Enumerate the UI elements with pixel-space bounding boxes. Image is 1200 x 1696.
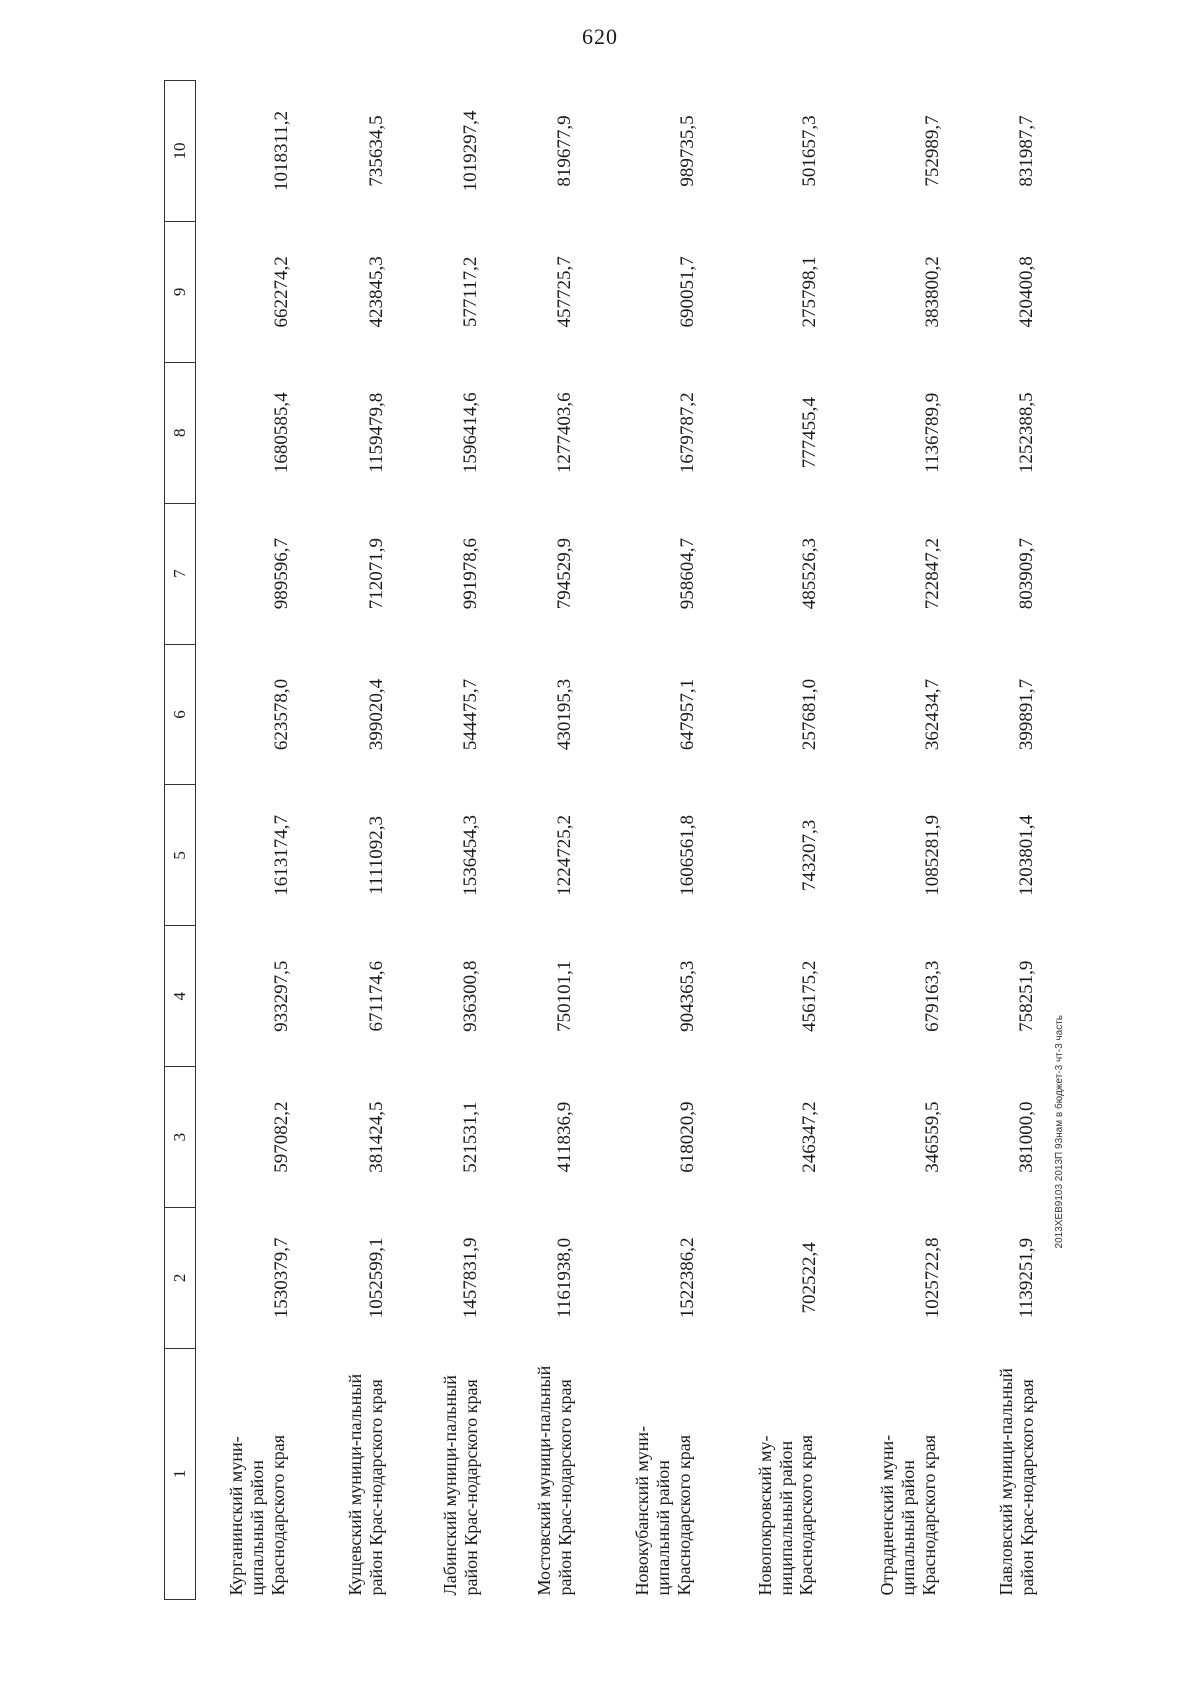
value-cell: 257681,0 [799, 678, 821, 751]
table-row [847, 81, 969, 1600]
value-cell: 275798,1 [799, 256, 821, 328]
value-cell: 399020,4 [365, 678, 387, 751]
value-cell: 1018311,2 [271, 110, 293, 192]
value-cell: 904365,3 [676, 960, 698, 1032]
value-cell: 958604,7 [676, 538, 698, 610]
value-cell: 750101,1 [554, 960, 576, 1032]
table-row [508, 81, 602, 1600]
column-header: 3 [165, 1067, 196, 1208]
value-cell: 936300,8 [459, 960, 481, 1032]
value-cell: 1139251,9 [1016, 1237, 1038, 1318]
value-cell: 991978,6 [459, 538, 481, 610]
value-cell: 662274,2 [271, 256, 293, 328]
value-cell: 597082,2 [271, 1101, 293, 1173]
column-header: 1 [165, 1348, 196, 1599]
column-header: 8 [165, 362, 196, 503]
value-cell: 1536454,3 [459, 814, 481, 896]
value-cell: 1277403,6 [554, 392, 576, 474]
value-cell: 758251,9 [1016, 960, 1038, 1032]
value-cell: 501657,3 [799, 115, 821, 187]
value-cell: 735634,5 [365, 115, 387, 187]
value-cell: 1252388,5 [1016, 392, 1038, 474]
value-cell: 1161938,0 [554, 1237, 576, 1318]
district-name: Курганинский муни-ципальный район Краснодарского края [226, 1434, 288, 1596]
value-cell: 618020,9 [676, 1101, 698, 1173]
value-cell: 831987,7 [1016, 115, 1038, 187]
value-cell: 933297,5 [271, 960, 293, 1032]
value-cell: 647957,1 [676, 678, 698, 751]
value-cell: 722847,2 [921, 538, 943, 610]
column-header: 7 [165, 503, 196, 644]
value-cell: 544475,7 [459, 678, 481, 751]
value-cell: 794529,9 [554, 538, 576, 610]
value-cell: 362434,7 [921, 678, 943, 751]
value-cell: 702522,4 [799, 1242, 821, 1314]
district-name: Новопокровский му-ниципальный район Краснодарского края [754, 1434, 817, 1596]
value-cell: 989735,5 [676, 115, 698, 187]
value-cell: 457725,7 [554, 256, 576, 328]
district-name: Мостовский муници-пальный район Крас-нодарского края [534, 1365, 575, 1596]
value-cell: 1613174,7 [271, 814, 293, 896]
value-cell: 381000,0 [1016, 1101, 1038, 1173]
value-cell: 381424,5 [365, 1101, 387, 1173]
column-header: 4 [165, 926, 196, 1067]
table-row [602, 81, 724, 1600]
table-row [725, 81, 847, 1600]
budget-table [164, 80, 1064, 1600]
value-cell: 430195,3 [554, 678, 576, 751]
table-row [196, 81, 319, 1600]
value-cell: 777455,4 [799, 397, 821, 469]
value-cell: 1111092,3 [365, 816, 387, 895]
table-body [196, 81, 1065, 1600]
value-cell: 1606561,8 [676, 814, 698, 896]
district-name: Новокубанский муни-ципальный район Краснодарского края [632, 1425, 694, 1596]
value-cell: 1679787,2 [676, 392, 698, 474]
value-cell: 1596414,6 [459, 392, 481, 474]
value-cell: 1025722,8 [921, 1237, 943, 1319]
value-cell: 423845,3 [365, 256, 387, 328]
table-row [970, 81, 1064, 1600]
value-cell: 819677,9 [554, 115, 576, 187]
value-cell: 420400,8 [1016, 256, 1038, 328]
value-cell: 1085281,9 [921, 814, 943, 896]
value-cell: 1136789,9 [921, 392, 943, 473]
column-header: 9 [165, 221, 196, 362]
page-number: 620 [582, 24, 618, 49]
table-row [319, 81, 413, 1600]
district-name: Павловский муници-пальный район Крас-нодарского края [996, 1368, 1037, 1596]
value-cell: 1203801,4 [1016, 814, 1038, 896]
value-cell: 989596,7 [271, 538, 293, 610]
column-header: 5 [165, 785, 196, 926]
table-row [413, 81, 507, 1600]
footer-code-wrapper [1054, 1015, 1074, 1655]
value-cell: 1224725,2 [554, 814, 576, 896]
value-cell: 1680585,4 [271, 392, 293, 474]
column-header: 2 [165, 1207, 196, 1348]
value-cell: 1159479,8 [365, 392, 387, 473]
value-cell: 671174,6 [365, 960, 387, 1032]
value-cell: 743207,3 [799, 819, 821, 891]
value-cell: 411836,9 [554, 1101, 576, 1173]
value-cell: 485526,3 [799, 538, 821, 610]
value-cell: 803909,7 [1016, 538, 1038, 610]
footer-code: 2013XEB9103 2013П 93нам в бюджет-3 чт-3 часть [1054, 1015, 1065, 1249]
value-cell: 456175,2 [799, 960, 821, 1032]
table-header [165, 81, 196, 1600]
value-cell: 1019297,4 [459, 110, 481, 192]
district-name: Лабинский муници-пальный район Крас-нодарского края [439, 1375, 481, 1596]
value-cell: 752989,7 [921, 115, 943, 187]
value-cell: 1530379,7 [271, 1237, 293, 1319]
value-cell: 1052599,1 [365, 1237, 387, 1319]
column-header: 10 [165, 81, 196, 222]
value-cell: 690051,7 [676, 256, 698, 328]
value-cell: 521531,1 [459, 1101, 481, 1173]
value-cell: 712071,9 [365, 538, 387, 610]
value-cell: 346559,5 [921, 1101, 943, 1173]
district-name: Отрадненский муни-ципальный район Краснодарского края [877, 1434, 939, 1596]
budget-table-wrapper [164, 80, 1064, 1600]
value-cell: 577117,2 [459, 256, 481, 328]
value-cell: 383800,2 [921, 256, 943, 328]
value-cell: 679163,3 [921, 960, 943, 1032]
value-cell: 246347,2 [799, 1101, 821, 1173]
column-header: 6 [165, 644, 196, 785]
value-cell: 623578,0 [271, 678, 293, 751]
value-cell: 399891,7 [1016, 678, 1038, 751]
value-cell: 1522386,2 [676, 1237, 698, 1319]
district-name: Кущевский муници-пальный район Крас-нодарского края [345, 1373, 387, 1596]
value-cell: 1457831,9 [459, 1237, 481, 1319]
